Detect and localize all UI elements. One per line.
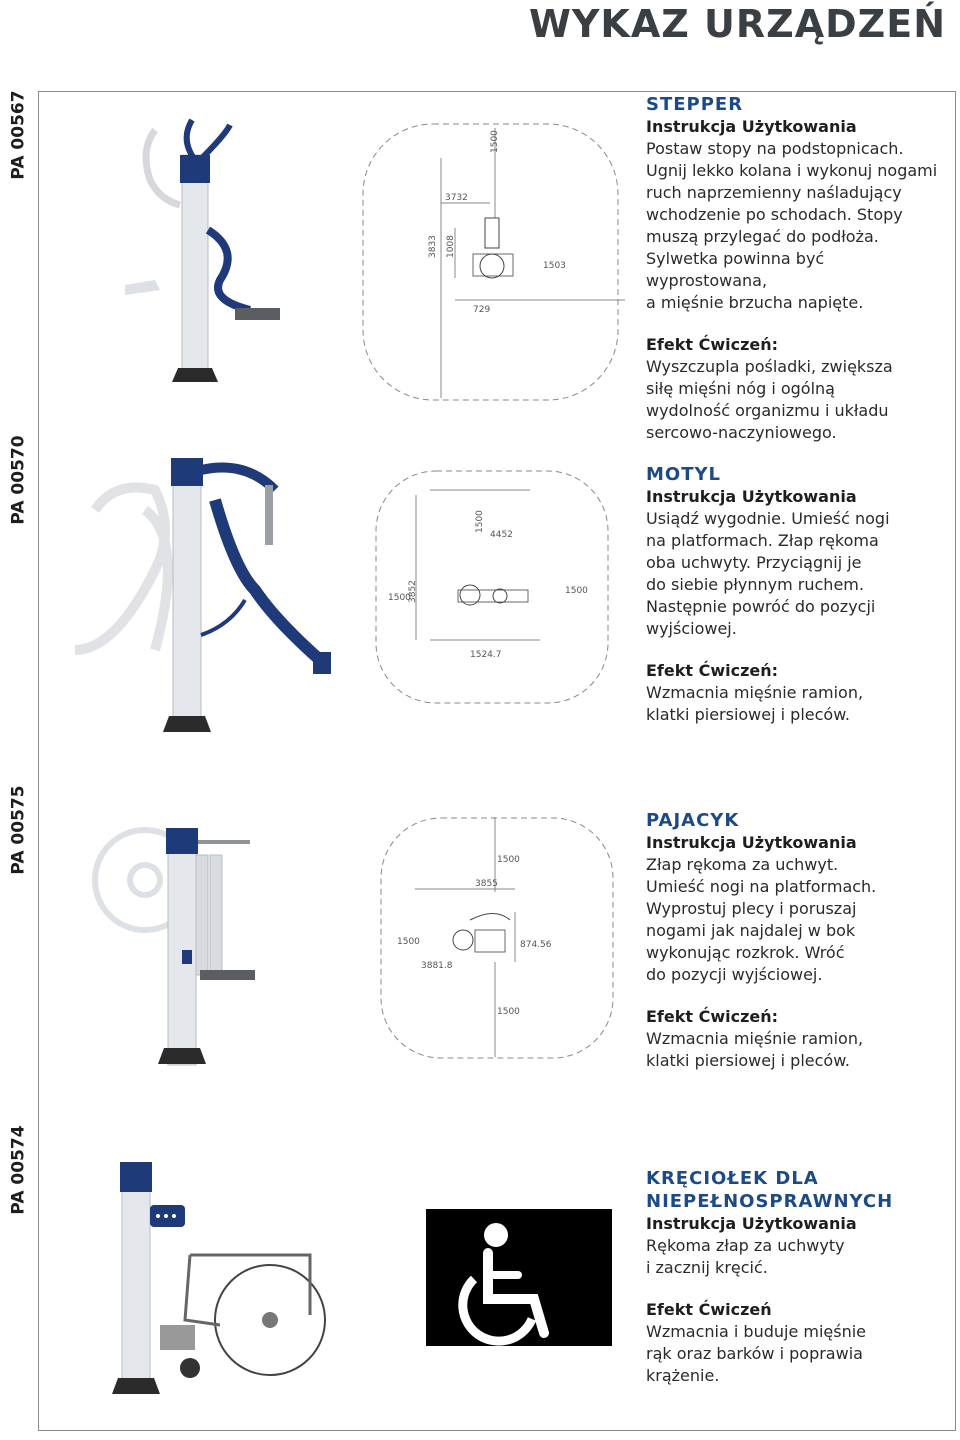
stepper-title: STEPPER	[646, 94, 744, 115]
stepper-product-image	[100, 110, 340, 400]
pajacyk-dimension-drawing	[375, 812, 620, 1067]
stepper-instr-line: ruch naprzemienny naśladujący	[646, 183, 902, 202]
page-title: WYKAZ URZĄDZEŃ	[528, 2, 946, 46]
motyl-instr-line: wyjściowej.	[646, 619, 737, 638]
svg-text:1500: 1500	[565, 586, 588, 596]
stepper-effect-line: sercowo-naczyniowego.	[646, 423, 837, 442]
product-code-motyl: PA 00570	[9, 435, 29, 525]
pajacyk-description	[646, 809, 946, 1072]
kreciolek-instructions-label: Instrukcja Użytkowania	[646, 1214, 857, 1233]
pajacyk-effect-line: Wzmacnia mięśnie ramion,	[646, 1029, 864, 1048]
motyl-instr-line: Usiądź wygodnie. Umieść nogi	[646, 509, 890, 528]
pajacyk-instr-line: Złap rękoma za uchwyt.	[646, 855, 839, 874]
svg-text:1500: 1500	[490, 130, 500, 153]
motyl-dimension-drawing	[370, 465, 615, 715]
wheelchair-icon	[426, 1209, 612, 1346]
stepper-description	[646, 93, 946, 444]
svg-text:1500: 1500	[388, 593, 411, 603]
svg-text:1500: 1500	[475, 510, 485, 533]
product-code-stepper: PA 00567	[9, 90, 29, 180]
svg-text:1500: 1500	[497, 1007, 520, 1017]
kreciolek-effect-line: Wzmacnia i buduje mięśnie	[646, 1322, 867, 1341]
kreciolek-product-image	[110, 1160, 350, 1405]
stepper-effect-line: wydolność organizmu i układu	[646, 401, 889, 420]
kreciolek-instr-line: i zacznij kręcić.	[646, 1258, 768, 1277]
pajacyk-product-image	[90, 810, 340, 1080]
stepper-instr-line: muszą przylegać do podłoża.	[646, 227, 879, 246]
svg-text:3833: 3833	[428, 235, 438, 258]
kreciolek-description	[646, 1167, 946, 1387]
svg-text:3855: 3855	[475, 879, 498, 889]
svg-text:729: 729	[473, 305, 491, 315]
motyl-title: MOTYL	[646, 464, 721, 485]
kreciolek-title-line: NIEPEŁNOSPRAWNYCH	[646, 1191, 894, 1212]
svg-text:1524.7: 1524.7	[470, 650, 502, 660]
svg-text:3852: 3852	[408, 580, 418, 603]
stepper-instr-line: wchodzenie po schodach. Stopy	[646, 205, 903, 224]
pajacyk-instr-line: Wyprostuj plecy i poruszaj	[646, 899, 857, 918]
stepper-instr-line: a mięśnie brzucha napięte.	[646, 293, 864, 312]
svg-text:1503: 1503	[543, 261, 566, 271]
kreciolek-instr-line: Rękoma złap za uchwyty	[646, 1236, 845, 1255]
pajacyk-effect-label: Efekt Ćwiczeń:	[646, 1007, 779, 1026]
kreciolek-effect-label: Efekt Ćwiczeń	[646, 1300, 772, 1319]
kreciolek-effect-line: rąk oraz barków i poprawia	[646, 1344, 863, 1363]
kreciolek-effect-line: krążenie.	[646, 1366, 720, 1385]
motyl-effect-line: klatki piersiowej i pleców.	[646, 705, 850, 724]
svg-text:3881.8: 3881.8	[421, 961, 453, 971]
motyl-instr-line: na platformach. Złap rękoma	[646, 531, 879, 550]
stepper-effect-line: siłę mięśni nóg i ogólną	[646, 379, 835, 398]
pajacyk-title: PAJACYK	[646, 810, 740, 831]
pajacyk-instr-line: Umieść nogi na platformach.	[646, 877, 877, 896]
motyl-instr-line: do siebie płynnym ruchem.	[646, 575, 864, 594]
stepper-instr-line: Ugnij lekko kolana i wykonuj nogami	[646, 161, 938, 180]
pajacyk-instr-line: wykonując rozkrok. Wróć	[646, 943, 845, 962]
svg-text:1500: 1500	[497, 855, 520, 865]
svg-text:874.56: 874.56	[520, 940, 552, 950]
svg-text:1500: 1500	[397, 937, 420, 947]
motyl-description	[646, 463, 946, 726]
motyl-instructions-label: Instrukcja Użytkowania	[646, 487, 857, 506]
kreciolek-title-line: KRĘCIOŁEK DLA	[646, 1168, 819, 1189]
pajacyk-instructions-label: Instrukcja Użytkowania	[646, 833, 857, 852]
pajacyk-instr-line: nogami jak najdalej w bok	[646, 921, 856, 940]
product-code-pajacyk: PA 00575	[9, 785, 29, 875]
motyl-effect-line: Wzmacnia mięśnie ramion,	[646, 683, 864, 702]
stepper-effect-label: Efekt Ćwiczeń:	[646, 335, 779, 354]
pajacyk-instr-line: do pozycji wyjściowej.	[646, 965, 823, 984]
motyl-effect-label: Efekt Ćwiczeń:	[646, 661, 779, 680]
motyl-product-image	[55, 450, 355, 740]
stepper-instr-line: Postaw stopy na podstopnicach.	[646, 139, 904, 158]
pajacyk-effect-line: klatki piersiowej i pleców.	[646, 1051, 850, 1070]
svg-text:1008: 1008	[446, 235, 456, 258]
stepper-instructions-label: Instrukcja Użytkowania	[646, 117, 857, 136]
motyl-instr-line: oba uchwyty. Przyciągnij je	[646, 553, 862, 572]
motyl-instr-line: Następnie powróć do pozycji	[646, 597, 876, 616]
stepper-dimension-drawing	[355, 118, 625, 408]
svg-text:4452: 4452	[490, 530, 513, 540]
svg-text:3732: 3732	[445, 193, 468, 203]
product-code-kreciolek: PA 00574	[9, 1125, 29, 1215]
stepper-instr-line: Sylwetka powinna być wyprostowana,	[646, 249, 825, 290]
stepper-effect-line: Wyszczupla pośladki, zwiększa	[646, 357, 893, 376]
